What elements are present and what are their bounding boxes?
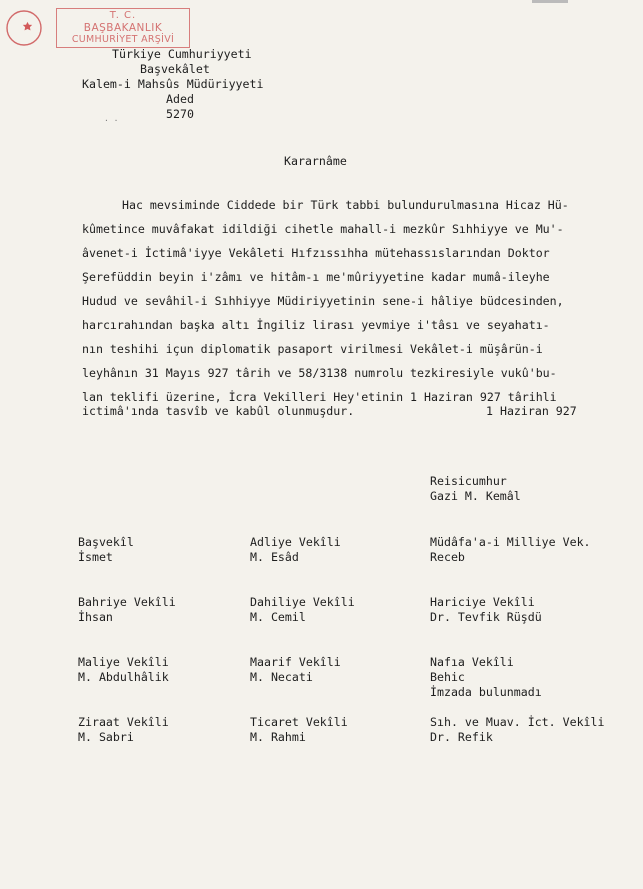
body-line: nın teshihi içun diplomatik pasaport virilmesi Vekâlet-i müşârün-i: [82, 342, 543, 356]
stamp-line-1: T. C.: [109, 10, 137, 21]
body-line: Şerefüddin beyin i'zâmı ve hitâm-ı me'mûriyyetine kadar mumâ-ileyhe: [82, 270, 550, 284]
signature-note: İmzada bulunmadı: [430, 685, 542, 699]
signature-name: M. Esâd: [250, 550, 299, 564]
header-country: Türkiye Cumhuriyyeti: [112, 47, 252, 61]
body-line: lan teklifi üzerine, İcra Vekilleri Hey'etinin 1 Haziran 927 târihli: [82, 390, 557, 404]
archive-stamp: [56, 8, 190, 48]
ink-dots: · ·: [104, 116, 119, 125]
header-number: 5270: [166, 107, 194, 121]
signature-name: Dr. Tevfik Rüşdü: [430, 610, 542, 624]
signature-name: İsmet: [78, 550, 113, 564]
document-date: 1 Haziran 927: [486, 404, 577, 418]
body-line: ictimâ'ında tasvîb ve kabûl olunmuşdur.: [82, 404, 355, 418]
body-line: âvenet-i İctimâ'iyye Vekâleti Hıfzıssıhha mütehassıslarından Doktor: [82, 246, 550, 260]
body-line: leyhânın 31 Mayıs 927 târih ve 58/3138 numrolu tezkiresiyle vukû'bu-: [82, 366, 557, 380]
header-department: Kalem-i Mahsûs Müdüriyyeti: [82, 77, 264, 91]
president-name: Gazi M. Kemâl: [430, 489, 521, 503]
signature-title: Adliye Vekîli: [250, 535, 341, 549]
signature-name: M. Necati: [250, 670, 313, 684]
signature-title: Başvekîl: [78, 535, 134, 549]
signature-name: Dr. Refik: [430, 730, 493, 744]
signature-name: M. Rahmi: [250, 730, 306, 744]
edge-mark: [532, 0, 568, 3]
page-title: Kararnâme: [284, 154, 347, 168]
stamp-line-2: BAŞBAKANLIK: [83, 22, 163, 34]
signature-title: Sıh. ve Muav. İct. Vekîli: [430, 715, 605, 729]
body-line: Hac mevsiminde Ciddede bir Türk tabbi bulundurulmasına Hicaz Hü-: [122, 198, 569, 212]
body-line: harcırahından başka altı İngiliz lirası yevmiye i'tâsı ve seyahatı-: [82, 318, 550, 332]
signature-title: Nafıa Vekîli: [430, 655, 514, 669]
signature-name: M. Abdulhâlik: [78, 670, 169, 684]
signature-title: Ticaret Vekîli: [250, 715, 348, 729]
signature-name: Behic: [430, 670, 465, 684]
body-line: kûmetince muvâfakat idildiği cihetle mahall-i mezkûr Sıhhiyye ve Mu'-: [82, 222, 564, 236]
signature-title: Bahriye Vekîli: [78, 595, 176, 609]
signature-title: Maliye Vekîli: [78, 655, 169, 669]
signature-title: Maarif Vekîli: [250, 655, 341, 669]
header-office: Başvekâlet: [140, 62, 210, 76]
signature-name: M. Cemil: [250, 610, 306, 624]
crescent-star-icon: [4, 8, 48, 48]
president-title: Reisicumhur: [430, 474, 507, 488]
signature-title: Dahiliye Vekîli: [250, 595, 355, 609]
signature-name: M. Sabri: [78, 730, 134, 744]
body-line: Hudud ve sevâhil-i Sıhhiyye Müdiriyyetinin sene-i hâliye büdcesinden,: [82, 294, 564, 308]
signature-name: İhsan: [78, 610, 113, 624]
signature-title: Ziraat Vekîli: [78, 715, 169, 729]
stamp-line-3: CUMHURİYET ARŞİVİ: [71, 34, 175, 45]
header-aded-label: Aded: [166, 92, 194, 106]
signature-title: Hariciye Vekîli: [430, 595, 535, 609]
signature-title: Müdâfa'a-i Milliye Vek.: [430, 535, 591, 549]
signature-name: Receb: [430, 550, 465, 564]
